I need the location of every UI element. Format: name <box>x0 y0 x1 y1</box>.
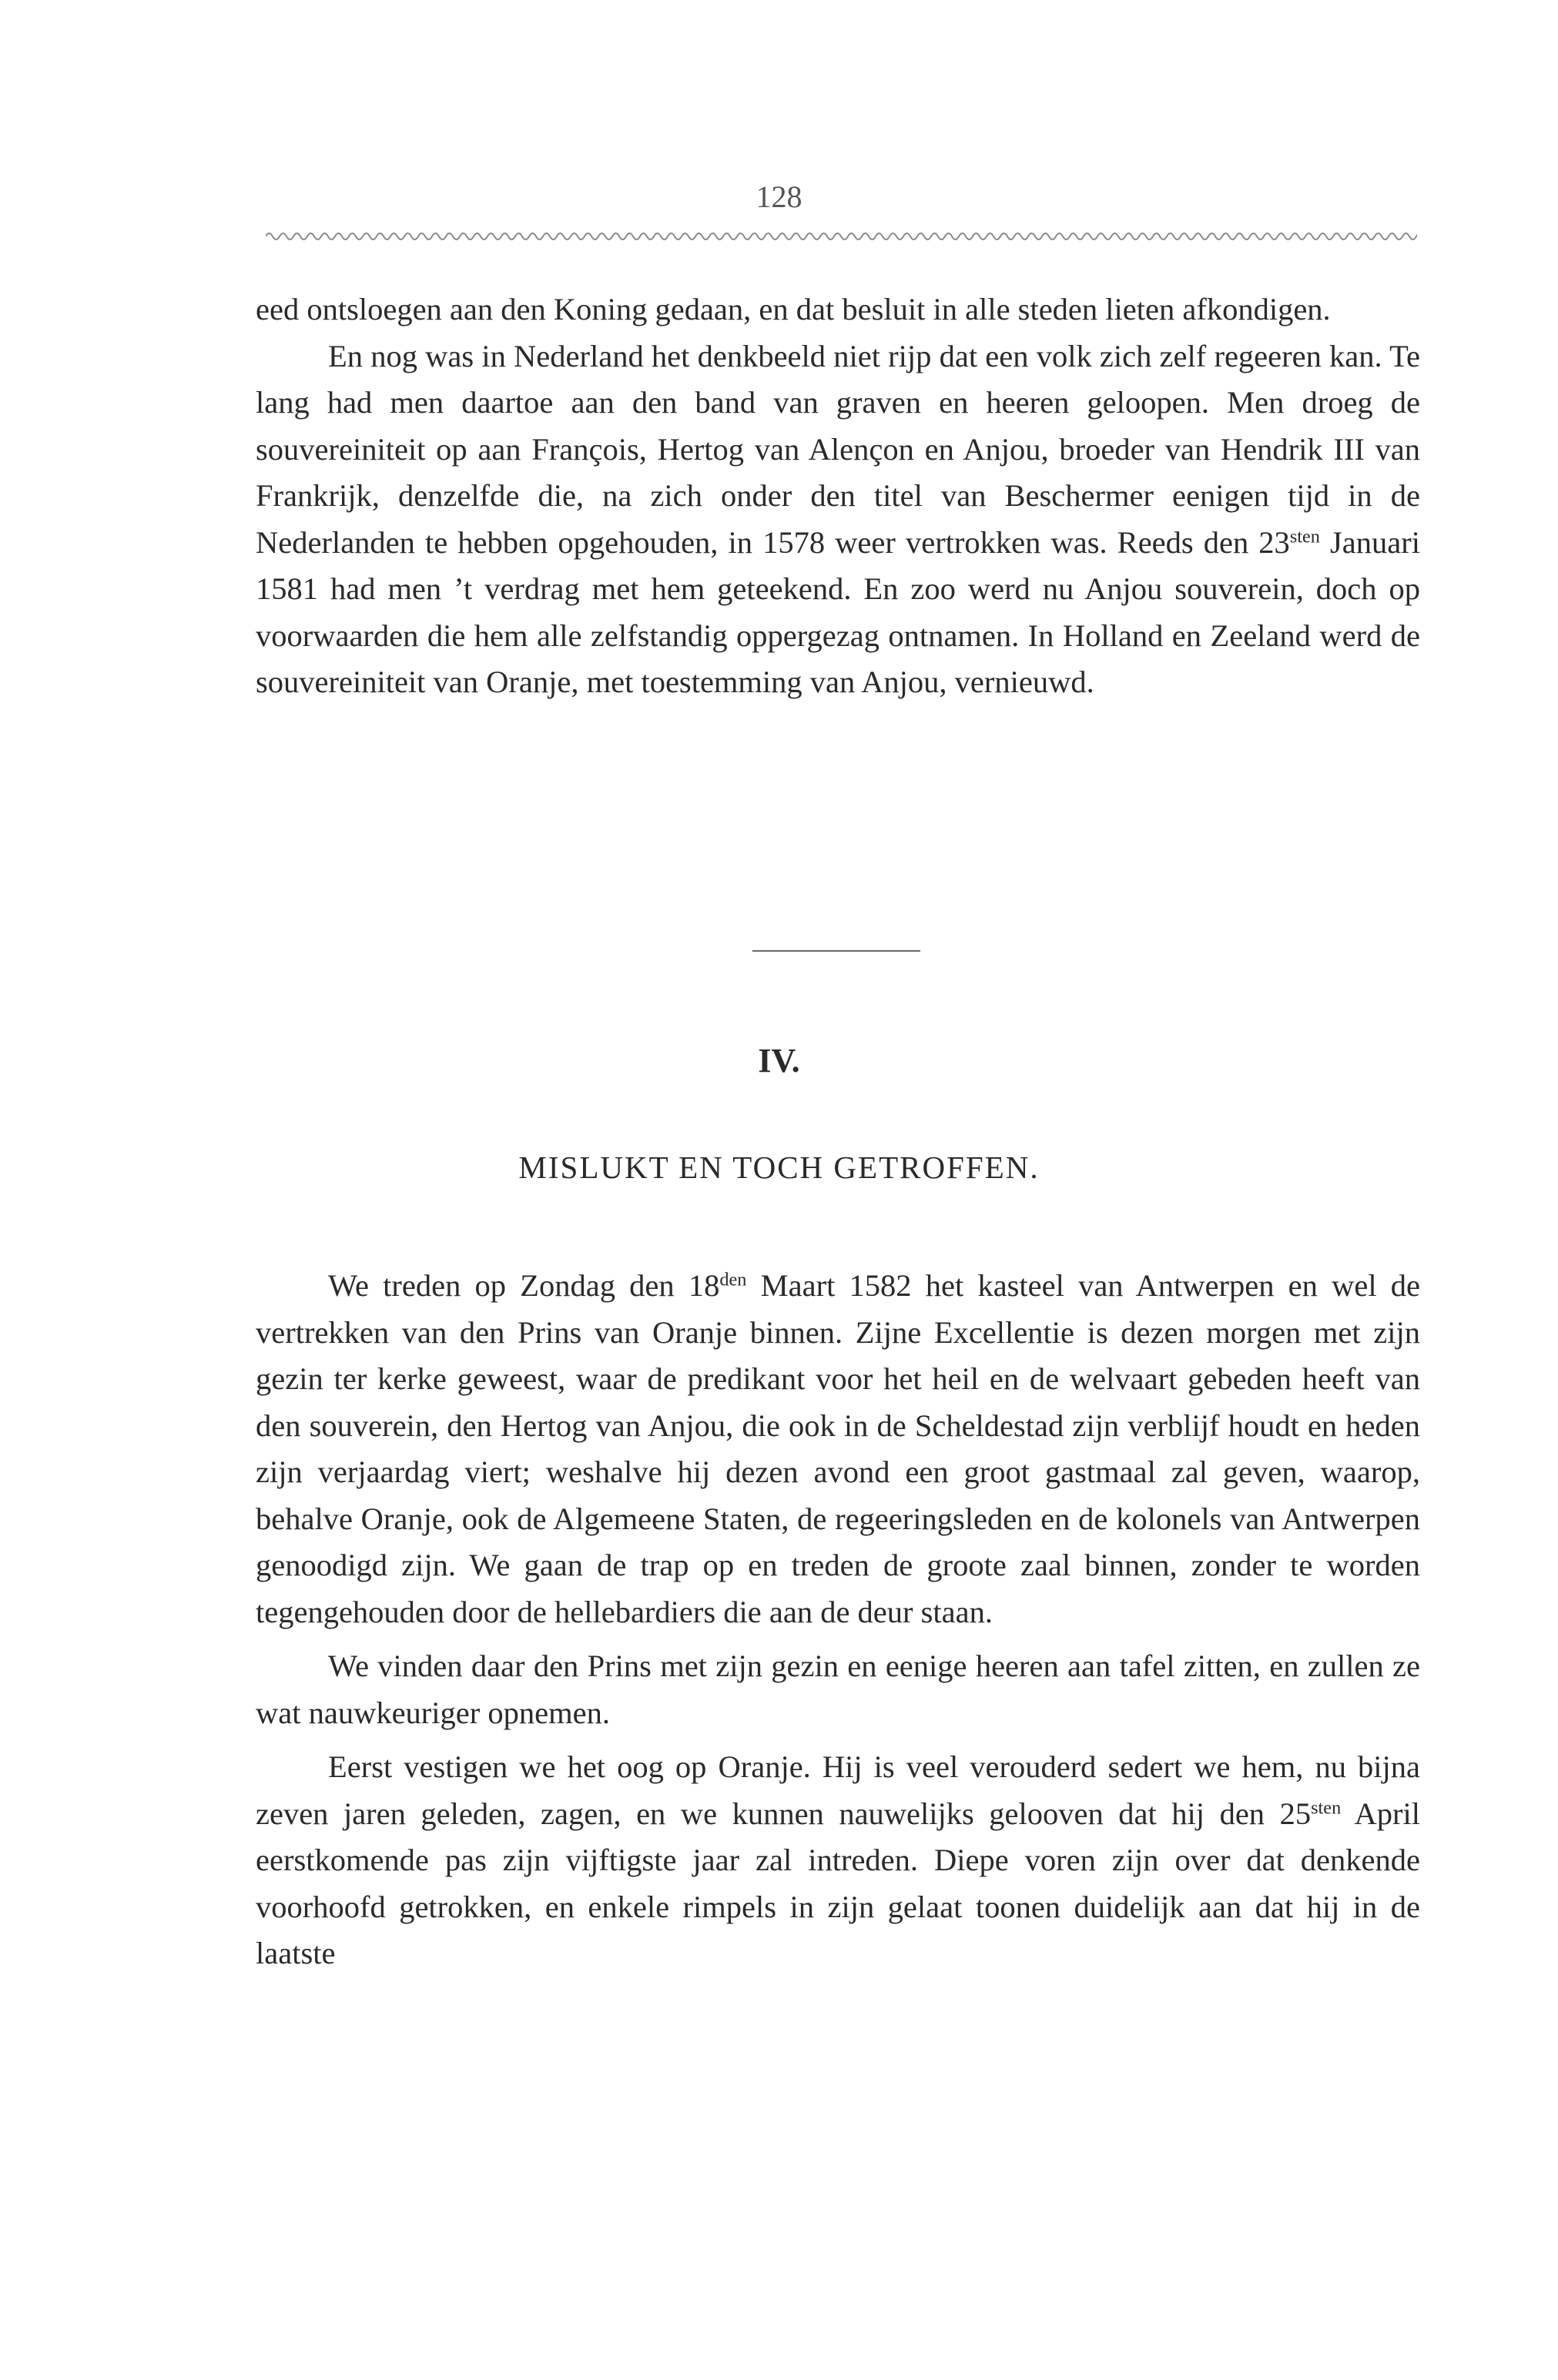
superscript-text: sten <box>1289 526 1320 547</box>
page-number: 128 <box>756 179 802 214</box>
text-run: We treden op Zondag den 18 <box>328 1268 720 1303</box>
chapter-title: MISLUKT EN TOCH GETROFFEN. <box>518 1150 1040 1185</box>
paragraph <box>256 286 1420 333</box>
paragraph <box>256 333 1420 706</box>
chapter-number: IV. <box>758 1042 800 1080</box>
chapter-text-block <box>256 1263 1420 1977</box>
section-separator <box>752 950 920 952</box>
text-run: eed ontsloegen aan den Koning gedaan, en dat besluit in alle steden lieten afkondigen. <box>256 292 1331 326</box>
superscript-text: sten <box>1311 1797 1342 1819</box>
paragraph <box>256 1263 1420 1635</box>
text-run: Maart 1582 het kasteel van Antwerpen en wel de vertrekken van den Prins van Oranje binnen. Zijne Excellentie is dezen morgen met zijn gezin ter kerke geweest, waar de predikant voor het heil en de welvaart gebeden heeft van den souverein, den Hertog van Anjou, die ook in de Scheldestad zijn verblijf houdt en heden zijn verjaardag viert; weshalve hij dezen avond een groot gastmaal zal geven, waarop, behalve Oranje, ook de Algemeene Staten, de regeeringsleden en de kolonels van Antwerpen genoodigd zijn. We gaan de trap op en treden de groote zaal binnen, zonder te worden tegengehouden door de hellebardiers die aan de deur staan. <box>256 1268 1420 1629</box>
text-run: Januari 1581 had men ’t verdrag met hem geteekend. En zoo werd nu Anjou souverein, doch op voorwaarden die hem alle zelfstandig oppergezag ontnamen. In Holland en Zeeland werd de souvereiniteit van Oranje, met toestemming van Anjou, vernieuwd. <box>256 524 1420 699</box>
text-run: April eerstkomende pas zijn vijftigste jaar zal intreden. Diepe voren zijn over dat denkende voorhoofd getrokken, en enkele rimpels in zijn gelaat toonen duidelijk aan dat hij in de laatste <box>256 1796 1420 1970</box>
wavy-rule-ornament <box>266 228 1417 245</box>
text-run: En nog was in Nederland het denkbeeld niet rijp dat een volk zich zelf regeeren kan. Te lang had men daartoe aan den band van graven en heeren geloopen. Men droeg de souvereiniteit op aan François, Hertog van Alençon en Anjou, broeder van Hendrik III van Frankrijk, denzelfde die, na zich onder den titel van Beschermer eenigen tijd in de Nederlanden te hebben opgehouden, in 1578 weer vertrokken was. Reeds den 23 <box>256 338 1420 560</box>
text-run: Eerst vestigen we het oog op Oranje. Hij is veel verouderd sedert we hem, nu bijna zeven jaren geleden, zagen, en we kunnen nauwelijks gelooven dat hij den 25 <box>256 1749 1420 1831</box>
text-run: We vinden daar den Prins met zijn gezin en eenige heeren aan tafel zitten, en zullen ze wat nauwkeuriger opnemen. <box>256 1649 1420 1730</box>
superscript-text: den <box>719 1269 747 1290</box>
paragraph <box>256 1643 1420 1736</box>
intro-text-block <box>256 286 1420 706</box>
paragraph <box>256 1744 1420 1977</box>
